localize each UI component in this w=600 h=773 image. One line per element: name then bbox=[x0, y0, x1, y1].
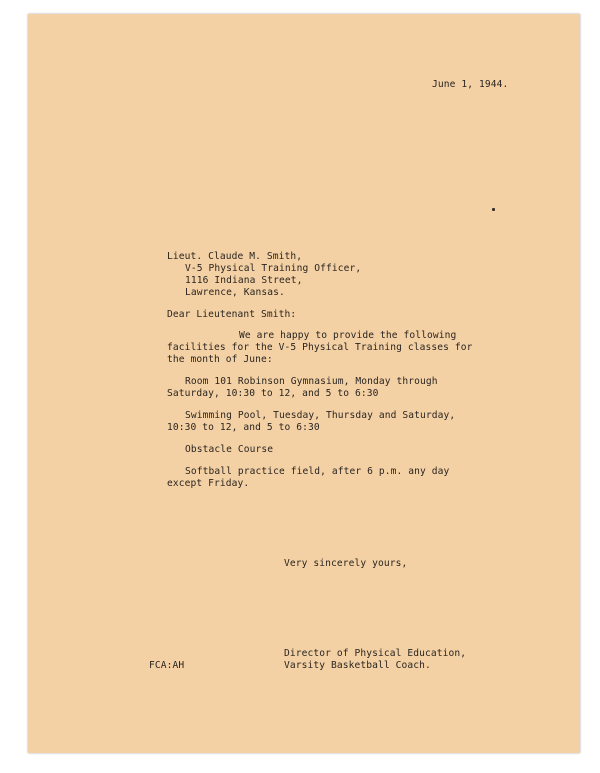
letter-date: June 1, 1944. bbox=[432, 79, 509, 90]
recipient-street: 1116 Indiana Street, bbox=[185, 275, 303, 286]
facility-pool-line-2: 10:30 to 12, and 5 to 6:30 bbox=[167, 422, 320, 433]
facility-softball-line-1: Softball practice field, after 6 p.m. any day bbox=[185, 466, 450, 477]
salutation: Dear Lieutenant Smith: bbox=[167, 309, 297, 320]
signature-line-2: Varsity Basketball Coach. bbox=[284, 660, 431, 671]
facility-pool-line-1: Swimming Pool, Tuesday, Thursday and Saturday, bbox=[185, 410, 456, 421]
typist-initials: FCA:AH bbox=[149, 660, 185, 671]
intro-line-3: the month of June: bbox=[167, 354, 273, 365]
closing: Very sincerely yours, bbox=[284, 558, 408, 569]
recipient-name: Lieut. Claude M. Smith, bbox=[167, 251, 303, 262]
facility-obstacle-course: Obstacle Course bbox=[185, 444, 274, 455]
facility-gym-line-1: Room 101 Robinson Gymnasium, Monday through bbox=[185, 376, 438, 387]
intro-line-2: facilities for the V-5 Physical Training classes for bbox=[167, 342, 473, 353]
recipient-city: Lawrence, Kansas. bbox=[185, 287, 285, 298]
recipient-title: V-5 Physical Training Officer, bbox=[185, 263, 362, 274]
facility-gym-line-2: Saturday, 10:30 to 12, and 5 to 6:30 bbox=[167, 388, 379, 399]
facility-softball-line-2: except Friday. bbox=[167, 478, 250, 489]
paper-speck bbox=[492, 208, 495, 211]
intro-line-1: We are happy to provide the following bbox=[239, 330, 457, 341]
signature-line-1: Director of Physical Education, bbox=[284, 648, 467, 659]
